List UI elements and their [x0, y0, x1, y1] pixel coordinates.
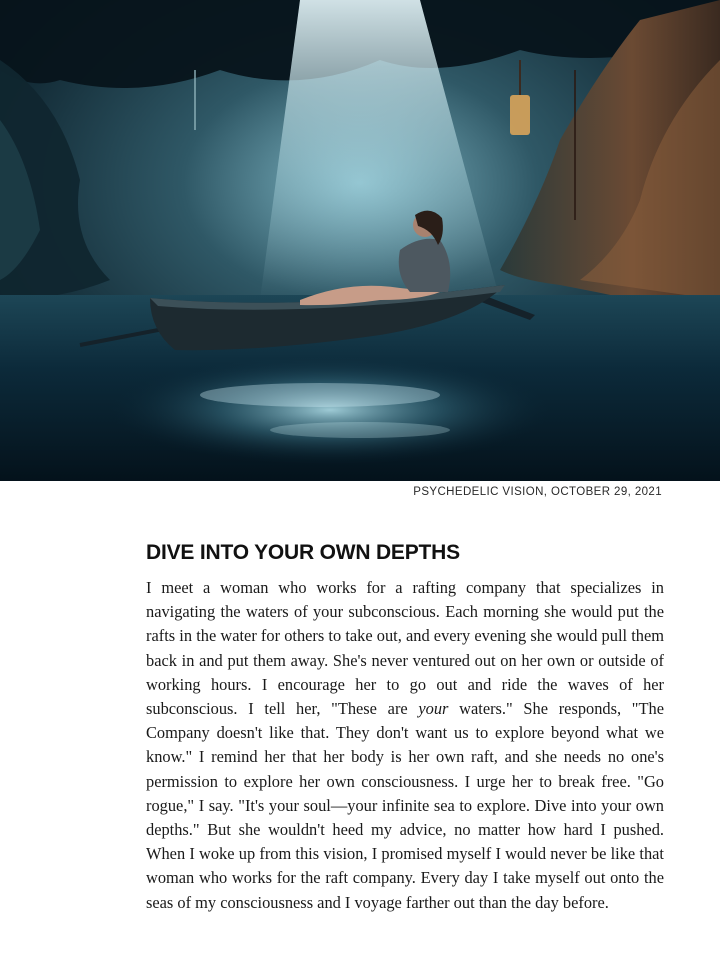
article-title: DIVE INTO YOUR OWN DEPTHS	[146, 541, 460, 564]
article-body-emphasis: your	[418, 699, 449, 719]
image-caption: PSYCHEDELIC VISION, OCTOBER 29, 2021	[413, 486, 662, 498]
article-body	[146, 576, 664, 915]
article-body-part1: I meet a woman who works for a rafting company that specializes in navigating the waters of your subconscious. Each morning she would put the rafts in the water for others to take out, and every evening she would pull them back in and put them away. She's never ventured out on her own or outside of working hours. I encourage her to go out and ride the waves of her subconscious. I tell her, "These are	[146, 578, 664, 719]
article-body-part2: waters." She responds, "The Company doesn't like that. They don't want us to explore beyond what we know." I remind her that her body is her own raft, and she needs no one's permission to explore her own consciousness. I urge her to break free. "Go rogue," I say. "It's your soul—your infinite sea to explore. Dive into your own depths." But she wouldn't heed my advice, no matter how hard I pushed. When I woke up from this vision, I promised myself I would never be like that woman who works for the raft company. Every day I take myself out onto the seas of my consciousness and I voyage farther out than the day before.	[146, 699, 664, 912]
